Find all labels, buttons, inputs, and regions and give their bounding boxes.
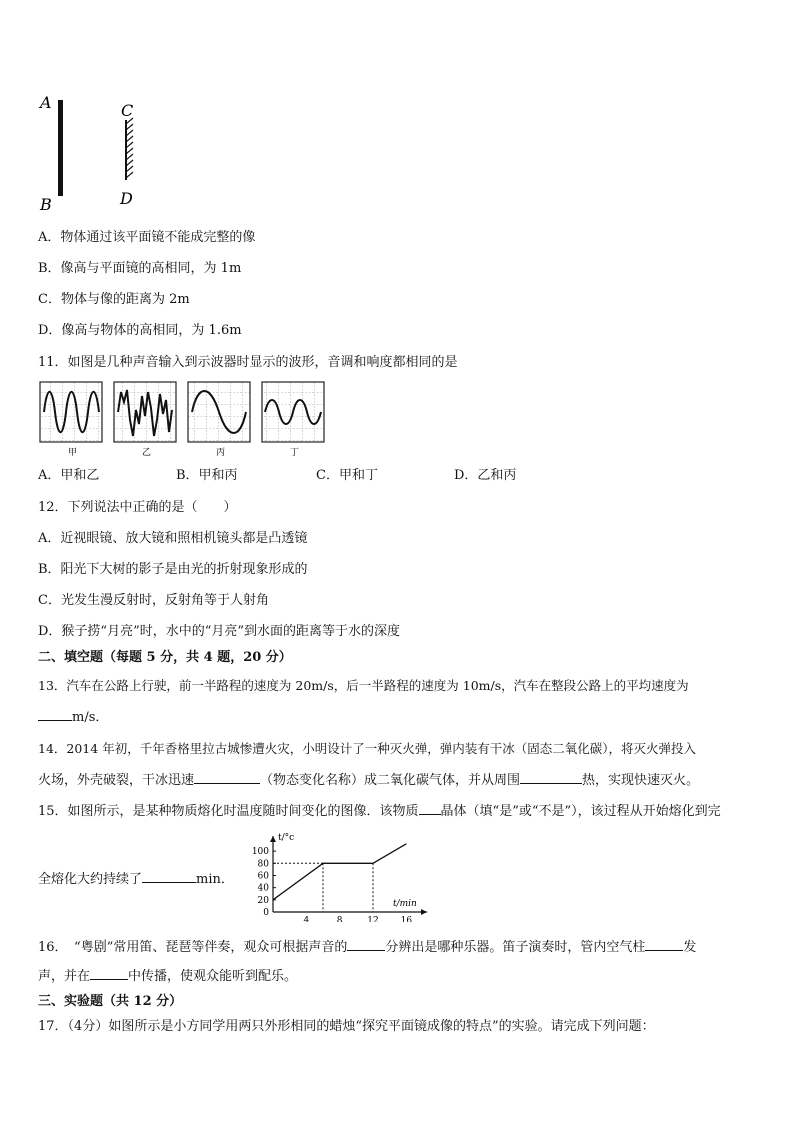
q11-option-a: A．甲和乙 [38,468,100,483]
melting-chart [240,830,430,922]
mirror-hatching [126,118,133,178]
q15-blank-1[interactable] [419,802,441,815]
object-ab [58,100,63,196]
label-b: B [40,195,52,214]
q13-line2 [38,708,108,727]
waveform-yi [114,382,176,442]
panel-label-ding: 丁 [290,448,300,458]
q16-text-b: 分辨出是哪种乐器。笛子演奏时，管内空气柱 [385,940,646,955]
q16-line1 [38,938,696,957]
x-tick-label: 16 [400,916,413,922]
q13-unit: m/s． [72,710,109,725]
q12-option-a: A．近视眼镜、放大镜和照相机镜头都是凸透镜 [38,531,308,546]
x-tick-label: 8 [336,916,343,922]
x-axis-arrow [421,909,427,915]
q13-line1: 13．汽车在公路上行驶，前一半路程的速度为 20m/s，后一半路程的速度为 10m/s，汽车在整段公路上的平均速度为 [38,678,689,693]
waveform-ding [262,382,324,442]
q12-option-d: D．猴子捞“月亮”时，水中的“月亮”到水面的距离等于水的深度 [38,624,401,639]
panel-label-bing: 丙 [216,448,226,458]
x-axis-label: t/min [393,899,417,909]
q16-text-a: 16． “粤剧”常用笛、琵琶等伴奏，观众可根据声音的 [38,940,348,955]
label-a: A [40,93,52,112]
q15-line2 [38,870,234,889]
label-d: D [120,189,133,208]
q16-blank-1[interactable] [347,938,385,951]
q16-blank-3[interactable] [90,967,128,980]
q14-text-c: 热，实现快速灭火。 [582,773,700,788]
waveform-bing [188,382,250,442]
oscilloscope-figure [38,380,330,458]
q14-line1: 14．2014 年初，千年香格里拉古城惨遭火灾，小明设计了一种灭火弹，弹内装有干冰（固态二氧化碳），将灭火弹投入 [38,741,696,756]
y-tick-label: 0 [263,908,269,918]
q14-line2 [38,771,699,790]
q11-options [38,467,516,485]
q14-text-a: 火场，外壳破裂，干冰迅速 [38,773,195,788]
y-axis-arrow [270,836,276,842]
q16-line2 [38,967,297,986]
q10-option-b: B．像高与平面镜的高相同，为 1m [38,261,242,276]
q14-blank-2[interactable] [520,771,582,784]
q15-text-d: min． [196,872,234,887]
q16-blank-2[interactable] [645,938,683,951]
q15-text-c: 全熔化大约持续了 [38,872,143,887]
y-axis-label: t/°c [278,833,295,843]
mirror-figure [36,92,156,217]
q11-stem: 11．如图是几种声音输入到示波器时显示的波形，音调和响度都相同的是 [38,355,458,370]
section-3-title: 三、实验题（共 12 分） [38,994,183,1009]
q10-option-c: C．物体与像的距离为 2m [38,292,190,307]
q12-stem: 12．下列说法中正确的是（ ） [38,500,237,515]
y-tick-label: 20 [257,895,269,906]
x-tick-label: 12 [367,916,379,922]
q13-blank[interactable] [38,708,72,721]
label-c: C [121,101,134,120]
panel-label-yi: 乙 [142,448,152,458]
q11-option-c: C．甲和丁 [316,468,378,483]
q15-blank-2[interactable] [142,870,196,883]
q11-option-b: B．甲和丙 [176,468,238,483]
q16-text-c: 发 [683,940,697,955]
section-2-title: 二、填空题（每题 5 分，共 4 题，20 分） [38,650,292,665]
y-tick-label: 100 [251,847,269,858]
q17-stem: 17．（4分）如图所示是小方同学用两只外形相同的蜡烛“探究平面镜成像的特点”的实验。请完成下列问题： [38,1019,655,1034]
q10-option-d: D．像高与物体的高相同，为 1.6m [38,323,242,338]
temperature-line [273,844,406,900]
q16-text-d: 声，并在 [38,969,91,984]
waveform-jia [40,382,102,442]
q15-line1 [38,802,721,821]
y-tick-label: 40 [257,883,269,894]
panel-label-jia: 甲 [68,448,78,458]
q14-text-b: （物态变化名称）成二氧化碳气体，并从周围 [260,773,521,788]
y-tick-label: 60 [257,871,269,882]
q11-option-d: D．乙和丙 [454,468,517,483]
q15-text-b: 晶体（填“是”或“不是”），该过程从开始熔化到完 [440,804,721,819]
q10-option-a: A．物体通过该平面镜不能成完整的像 [38,230,256,245]
q12-option-b: B．阳光下大树的影子是由光的折射现象形成的 [38,562,308,577]
x-tick-label: 4 [303,916,310,922]
q12-option-c: C．光发生漫反射时，反射角等于人射角 [38,593,269,608]
y-tick-label: 80 [257,859,269,870]
q15-text-a: 15．如图所示，是某种物质熔化时温度随时间变化的图像．该物质 [38,804,419,819]
q16-text-e: 中传播，使观众能听到配乐。 [128,969,298,984]
q14-blank-1[interactable] [194,771,260,784]
